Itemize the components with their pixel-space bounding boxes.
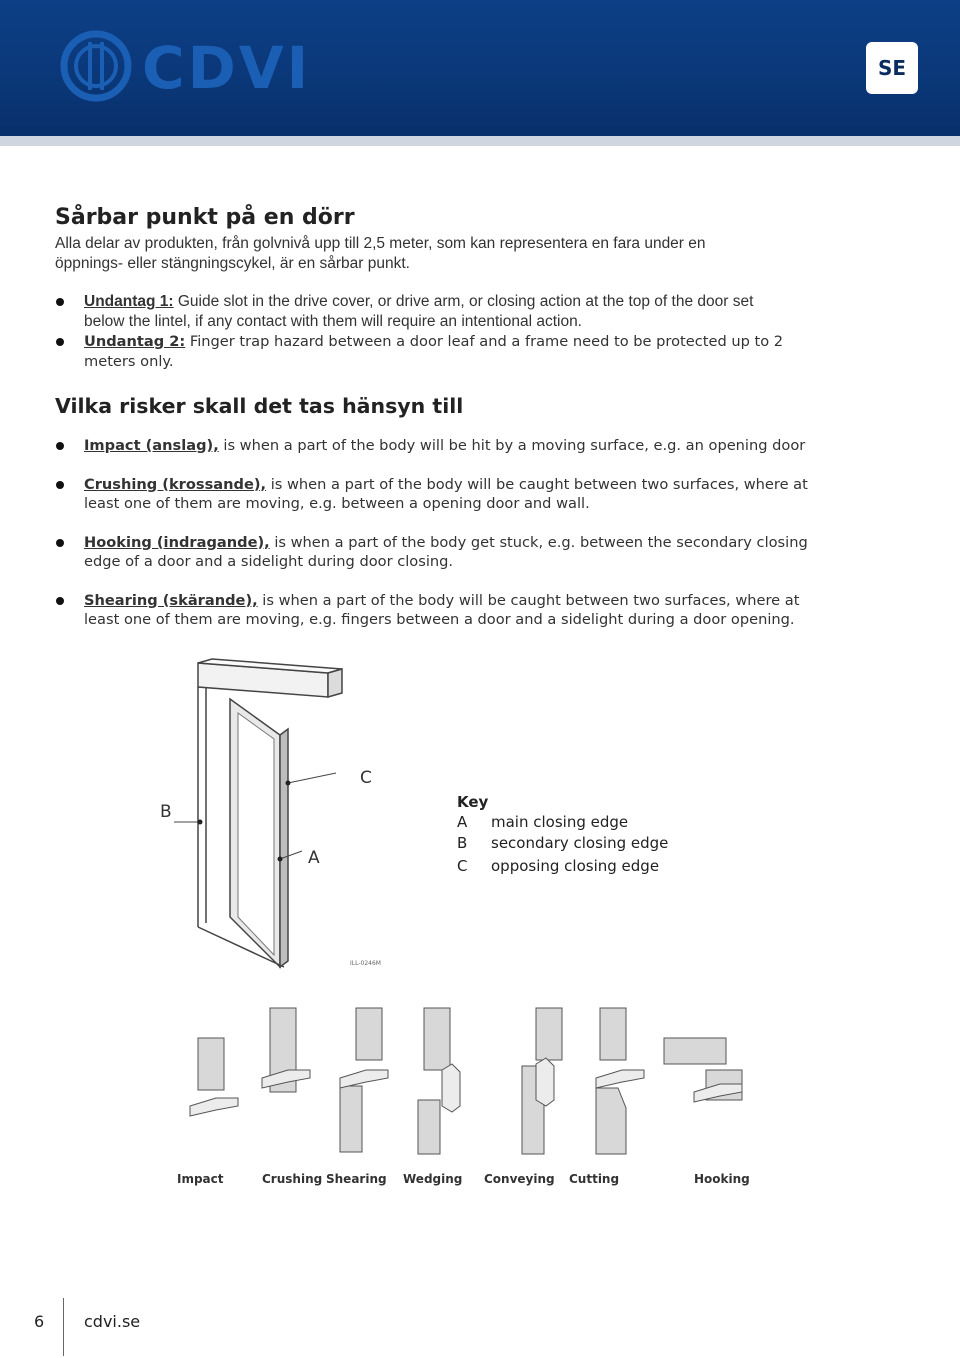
intro-line: öppnings- eller stängningscykel, är en sårbar punkt.: [55, 255, 410, 272]
intro-paragraph: [55, 234, 915, 274]
wedging-hand-icon: [442, 1064, 460, 1112]
door-closing-edges-figure: [140, 655, 420, 970]
item-text: below the lintel, if any contact with them will require an intentional action.: [84, 313, 582, 330]
exceptions-list: [55, 292, 915, 372]
door-label-a: A: [308, 848, 320, 868]
section-title-vulnerable-point: Sårbar punkt på en dörr: [55, 205, 355, 230]
item-label: Shearing (skärande),: [84, 591, 258, 609]
list-item: [55, 292, 915, 332]
key-letter: A: [457, 813, 468, 831]
item-text: is when a part of the body get stuck, e.g. between the secondary closing: [269, 533, 808, 551]
list-item: [55, 591, 915, 630]
shearing-hand-icon: [340, 1070, 388, 1088]
conveying-door-panel: [536, 1008, 562, 1060]
item-text: Finger trap hazard between a door leaf and a frame need to be protected up to 2: [185, 333, 784, 350]
key-letter: C: [457, 857, 468, 875]
door-label-b: B: [160, 802, 172, 822]
key-letter: B: [457, 834, 468, 852]
footer-site-link[interactable]: cdvi.se: [84, 1312, 141, 1331]
item-text: meters only.: [84, 353, 174, 370]
hazard-label-conveying: Conveying: [484, 1172, 555, 1186]
hazard-label-crushing: Crushing: [262, 1172, 323, 1186]
impact-door-panel: [198, 1038, 224, 1090]
cutting-door-panel: [600, 1008, 626, 1060]
door-label-c: C: [360, 768, 372, 788]
page-number: 6: [34, 1312, 45, 1331]
cdvi-logo: [58, 28, 338, 104]
wedging-fixed-panel: [418, 1100, 440, 1154]
page-header: [0, 0, 960, 136]
language-badge: SE: [866, 42, 918, 94]
logo-text: CDVI: [142, 34, 312, 102]
item-text: is when a part of the body will be caught between two surfaces, where at: [257, 591, 800, 609]
item-label: Undantag 1:: [84, 293, 174, 310]
figure-key: [457, 792, 668, 877]
list-item: [55, 436, 915, 456]
list-item: [55, 332, 915, 372]
item-text: Guide slot in the drive cover, or drive arm, or closing action at the top of the door set: [173, 293, 754, 310]
key-row: [457, 856, 668, 877]
impact-hand-icon: [190, 1098, 238, 1116]
key-title: Key: [457, 793, 489, 811]
footer-divider: [63, 1298, 64, 1356]
item-text: least one of them are moving, e.g. between a opening door and wall.: [84, 495, 590, 512]
cutting-hand-icon: [596, 1070, 644, 1088]
item-text: least one of them are moving, e.g. fingers between a door and a sidelight during a door opening.: [84, 611, 795, 628]
intro-line: Alla delar av produkten, från golvnivå upp till 2,5 meter, som kan representera en fara under en: [55, 235, 706, 252]
section-title-risks: Vilka risker skall det tas hänsyn till: [55, 394, 464, 418]
list-item: [55, 475, 915, 514]
item-label: Undantag 2:: [84, 333, 186, 350]
hazard-label-cutting: Cutting: [569, 1172, 620, 1186]
hazard-label-shearing: Shearing: [326, 1172, 387, 1186]
conveying-hand-icon: [536, 1058, 554, 1106]
list-item: [55, 533, 915, 572]
item-label: Impact (anslag),: [84, 437, 219, 454]
cutting-blade-panel: [596, 1088, 626, 1154]
hazard-label-impact: Impact: [177, 1172, 224, 1186]
hazard-pictograms: [150, 1000, 810, 1160]
key-text: main closing edge: [491, 813, 629, 831]
key-text: opposing closing edge: [491, 857, 660, 875]
key-text: secondary closing edge: [491, 834, 669, 852]
wedging-door-panel: [424, 1008, 450, 1070]
item-label: Crushing (krossande),: [84, 475, 267, 493]
hooking-door-panel: [664, 1038, 726, 1064]
hazard-label-hooking: Hooking: [694, 1172, 750, 1186]
key-row: [457, 812, 668, 833]
item-text: edge of a door and a sidelight during door closing.: [84, 553, 454, 570]
key-row: [457, 833, 668, 854]
shearing-door-panel: [356, 1008, 382, 1060]
header-divider: [0, 136, 960, 146]
hazard-label-wedging: Wedging: [403, 1172, 463, 1186]
door-figure-ref: ILL-0246M: [350, 960, 381, 967]
item-label: Hooking (indragande),: [84, 533, 270, 551]
risks-list: [55, 436, 915, 630]
item-text: is when a part of the body will be hit by a moving surface, e.g. an opening door: [218, 437, 806, 454]
main-content: [55, 204, 915, 630]
item-text: is when a part of the body will be caught between two surfaces, where at: [266, 475, 808, 493]
shearing-fixed-panel: [340, 1086, 362, 1152]
